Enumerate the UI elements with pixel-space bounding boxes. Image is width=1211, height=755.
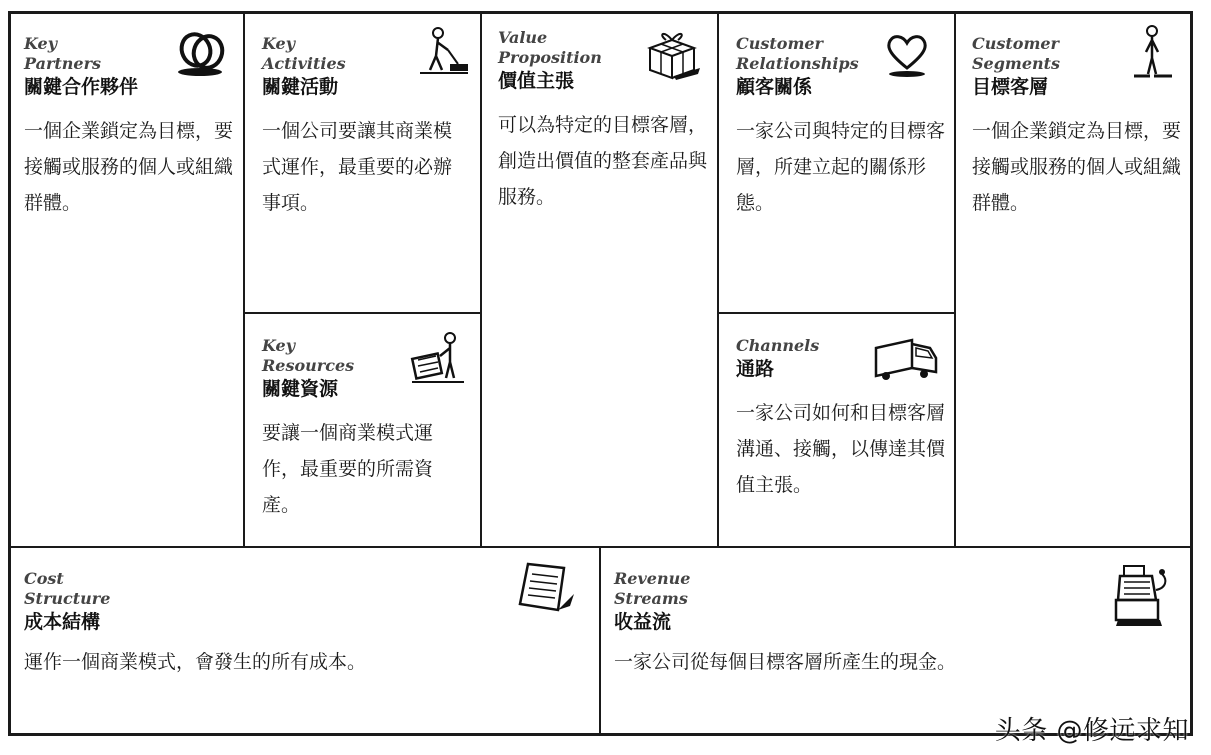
key-activities-description: 一個公司要讓其商業模式運作，最重要的必辦事項。 <box>262 120 453 214</box>
rings-icon <box>172 28 234 78</box>
divider <box>480 12 482 547</box>
key-activities-title-zh: 關鍵活動 <box>262 76 339 98</box>
cash-register-icon <box>1112 560 1174 634</box>
truck-icon <box>872 334 940 386</box>
revenue-streams-title-en: Revenue Streams <box>614 569 691 608</box>
customer-relationships-title-zh: 顧客關係 <box>736 76 813 98</box>
divider <box>243 312 482 314</box>
divider <box>243 12 245 547</box>
cost-structure-title-zh: 成本結構 <box>24 611 101 633</box>
cost-structure-description: 運作一個商業模式，會發生的所有成本。 <box>24 651 367 673</box>
revenue-streams-block <box>614 569 1174 680</box>
channels-title-en: Channels <box>736 336 820 355</box>
worker-machine-icon <box>410 330 466 388</box>
customer-segments-description: 一個企業鎖定為目標，要接觸或服務的個人或組織群體。 <box>972 120 1182 214</box>
key-activities-title-en: Key Activities <box>262 34 346 73</box>
watermark-text: 头条 @修远求知 <box>994 716 1189 746</box>
key-partners-description: 一個企業鎖定為目標，要接觸或服務的個人或組織群體。 <box>24 120 234 214</box>
key-resources-title-zh: 關鍵資源 <box>262 378 339 400</box>
value-proposition-title-en: Value Proposition <box>498 28 602 67</box>
gift-box-icon <box>644 26 702 82</box>
customer-relationships-title-en: Customer Relationships <box>736 34 859 73</box>
customer-segments-title-zh: 目標客層 <box>972 76 1049 98</box>
revenue-streams-title-zh: 收益流 <box>614 611 672 633</box>
heart-icon <box>884 32 930 78</box>
customer-segments-title-en: Customer Segments <box>972 34 1061 73</box>
key-resources-title-en: Key Resources <box>262 336 355 375</box>
customer-relationships-description: 一家公司與特定的目標客層，所建立起的關係形態。 <box>736 120 946 214</box>
value-proposition-description: 可以為特定的目標客層，創造出價值的整套產品與服務。 <box>498 114 708 208</box>
channels-description: 一家公司如何和目標客層溝通、接觸，以傳達其價值主張。 <box>736 402 946 496</box>
divider <box>954 12 956 547</box>
key-partners-title-zh: 關鍵合作夥伴 <box>24 76 139 98</box>
receipt-icon <box>512 558 578 616</box>
key-partners-title-en: Key Partners <box>24 34 102 73</box>
channels-title-zh: 通路 <box>736 358 775 380</box>
divider <box>717 12 719 547</box>
cost-structure-block <box>24 569 584 680</box>
value-proposition-title-zh: 價值主張 <box>498 70 575 92</box>
worker-vacuum-icon <box>418 26 470 76</box>
person-icon <box>1130 24 1174 80</box>
divider <box>599 546 601 734</box>
divider <box>717 312 956 314</box>
revenue-streams-description: 一家公司從每個目標客層所產生的現金。 <box>614 651 957 673</box>
key-resources-description: 要讓一個商業模式運作，最重要的所需資產。 <box>262 422 434 516</box>
cost-structure-title-en: Cost Structure <box>24 569 111 608</box>
